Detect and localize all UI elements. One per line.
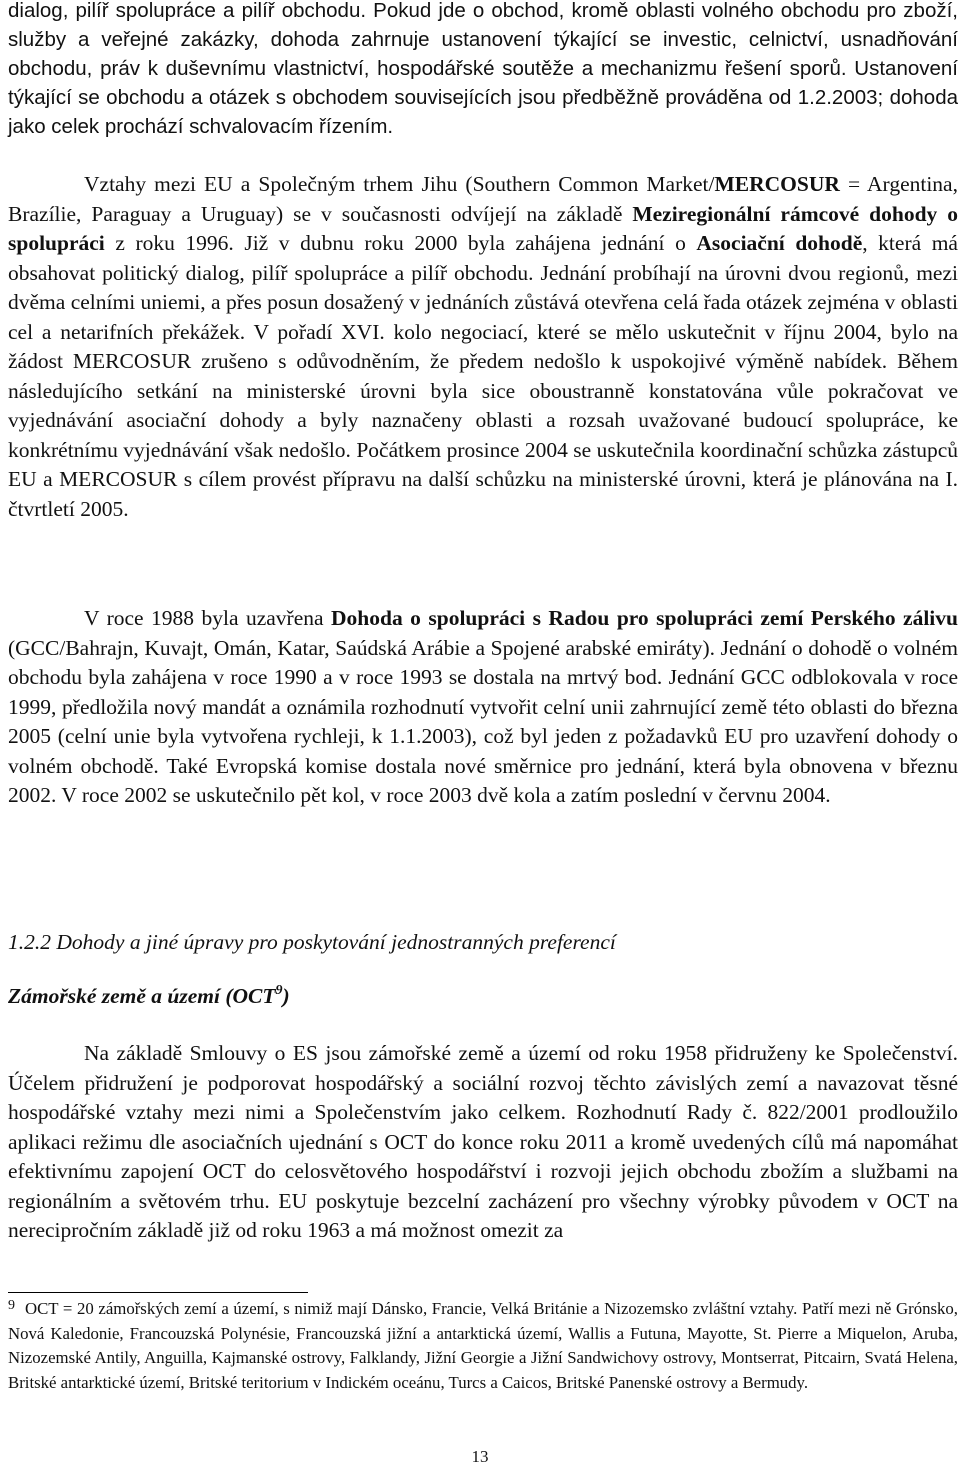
footnote-divider [8,1292,308,1293]
intro-text: dialog, pilíř spolupráce a pilíř obchodu. Pokud jde o obchod, kromě oblasti volného obchodu pro zboží, služby a veřejné zakázky, dohoda zahrnuje ustanovení týkající se investic, celnictví, usnadňování obchodu, práv k duševnímu vlastnictví, hospodářské soutěže a mechanizmu řešení sporů. Ustanovení týkající se obchodu a otázek s obchodem souvisejících jsou předběžně prováděna od 1.2.2003; dohoda jako celek prochází schvalovacím řízením. [8,0,958,138]
mercosur-paragraph [8,170,958,524]
mercosur-text-3: z roku 1996. Již v dubnu roku 2000 byla zahájena jednání o [104,231,697,255]
mercosur-text-4: , která má obsahovat politický dialog, pilíř spolupráce a pilíř obchodu. Jednání probíhají na úrovni dvou regionů, mezi dvěma celními uniemi, a přes posun dosažený v jednáních zůstává otevřena celá řada otázek zejména v oblasti cel a netarifních překážek. V pořadí XVI. kolo negociací, které se mělo uskutečnit v říjnu 2004, bylo na žádost MERCOSUR zrušeno s odůvodněním, že předem nedošlo k uspokojivé výměně nabídek. Během následujícího setkání na ministerské úrovni byla sice oboustranně konstatována vůle pokračovat ve vyjednávání asociační dohody a byly naznačeny oblasti a rozsah uvažované budoucí spolupráce, ke konkrétnímu vyjednávání však nedošlo. Počátkem prosince 2004 se uskutečnila koordinační schůzka zástupců EU a MERCOSUR s cílem provést přípravu na další schůzku na ministerské úrovni, která je plánována na I. čtvrtletí 2005. [8,231,958,521]
oct-heading-close: ) [282,984,290,1008]
gcc-text-2: (GCC/Bahrajn, Kuvajt, Omán, Katar, Saúdská Arábie a Spojené arabské emiráty). Jednání o dohodě o volném obchodu byla zahájena v roce 1990 a v roce 1993 se dostala na mrtvý bod. Jednání GCC odblokovala v roce 1999, předložila nový mandát a oznámila rozhodnutí vytvořit celní unii zahrnující země této oblasti do března 2005 (celní unie byla vytvořena rychleji, k 1.1.2003), což byl jeden z požadavků EU pro uzavření dohody o volném obchodě. Také Evropská komise dostala nové směrnice pro jednání, která byla obnovena v březnu 2002. V roce 2002 se uskutečnilo pět kol, v roce 2003 dvě kola a zatím poslední v červnu 2004. [8,635,958,807]
oct-paragraph [8,1039,958,1246]
section-heading: 1.2.2 Dohody a jiné úpravy pro poskytování jednostranných preferencí [8,930,616,954]
oct-heading [8,980,958,1012]
page-number: 13 [471,1447,489,1466]
mercosur-text-2: = Argentina, Brazílie, Paraguay a Uruguay) se v současnosti odvíjejí na základě [8,172,958,226]
footnote [8,1297,958,1395]
gcc-bold-1: Dohoda o spolupráci s Radou pro spolupráci zemí Perského zálivu [331,606,958,630]
oct-text: Na základě Smlouvy o ES jsou zámořské země a území od roku 1958 přidruženy ke Společenství. Účelem přidružení je podporovat hospodářský a sociální rozvoj těchto závislých zemí a navazovat těsné hospodářské vztahy mezi nimi a Společenstvím jako celkem. Rozhodnutí Rady č. 822/2001 prodloužilo aplikaci režimu dle asociačních ujednání s OCT do konce roku 2011 a kromě uvedených cílů má napomáhat efektivnímu zapojení OCT do celosvětového hospodářství i rozvoji jejich obchodu zbožím a službami na regionálním a světovém trhu. EU poskytuje bezcelní zacházení pro všechny výrobky původem v OCT na nerecipročním základě již od roku 1963 a má možnost omezit za [8,1041,958,1242]
intro-paragraph [8,0,958,141]
gcc-paragraph [8,604,958,811]
mercosur-text-1: Vztahy mezi EU a Společným trhem Jihu (Southern Common Market/ [84,172,715,196]
footnote-reference[interactable]: 9 [275,983,283,998]
footnote-text: OCT = 20 zámořských zemí a území, s nimiž mají Dánsko, Francie, Velká Británie a Nizozemsko zvláštní vztahy. Patří mezi ně Grónsko, Nová Kaledonie, Francouzská Polynésie, Francouzská jižní a antarktická území, Wallis a Futuna, Mayotte, St. Pierre a Miquelon, Aruba, Nizozemské Antily, Anguilla, Kajmanské ostrovy, Falklandy, Jižní Georgie a Jižní Sandwichovy ostrovy, Montserrat, Pitcairn, Svatá Helena, Britské antarktické území, Britské teritorium v Indickém oceánu, Turcs a Caicos, Britské Panenské ostrovy a Bermudy. [8,1299,958,1392]
gcc-text-1: V roce 1988 byla uzavřena [84,606,332,630]
mercosur-bold-3: Asociační dohodě [696,231,863,255]
footnote-number: 9 [8,1298,15,1313]
mercosur-bold-1: MERCOSUR [714,172,840,196]
mercosur-bold-2: Meziregionální rámcové dohody o spolupráci [8,201,958,255]
oct-heading-text: Zámořské země a území (OCT [8,984,276,1008]
